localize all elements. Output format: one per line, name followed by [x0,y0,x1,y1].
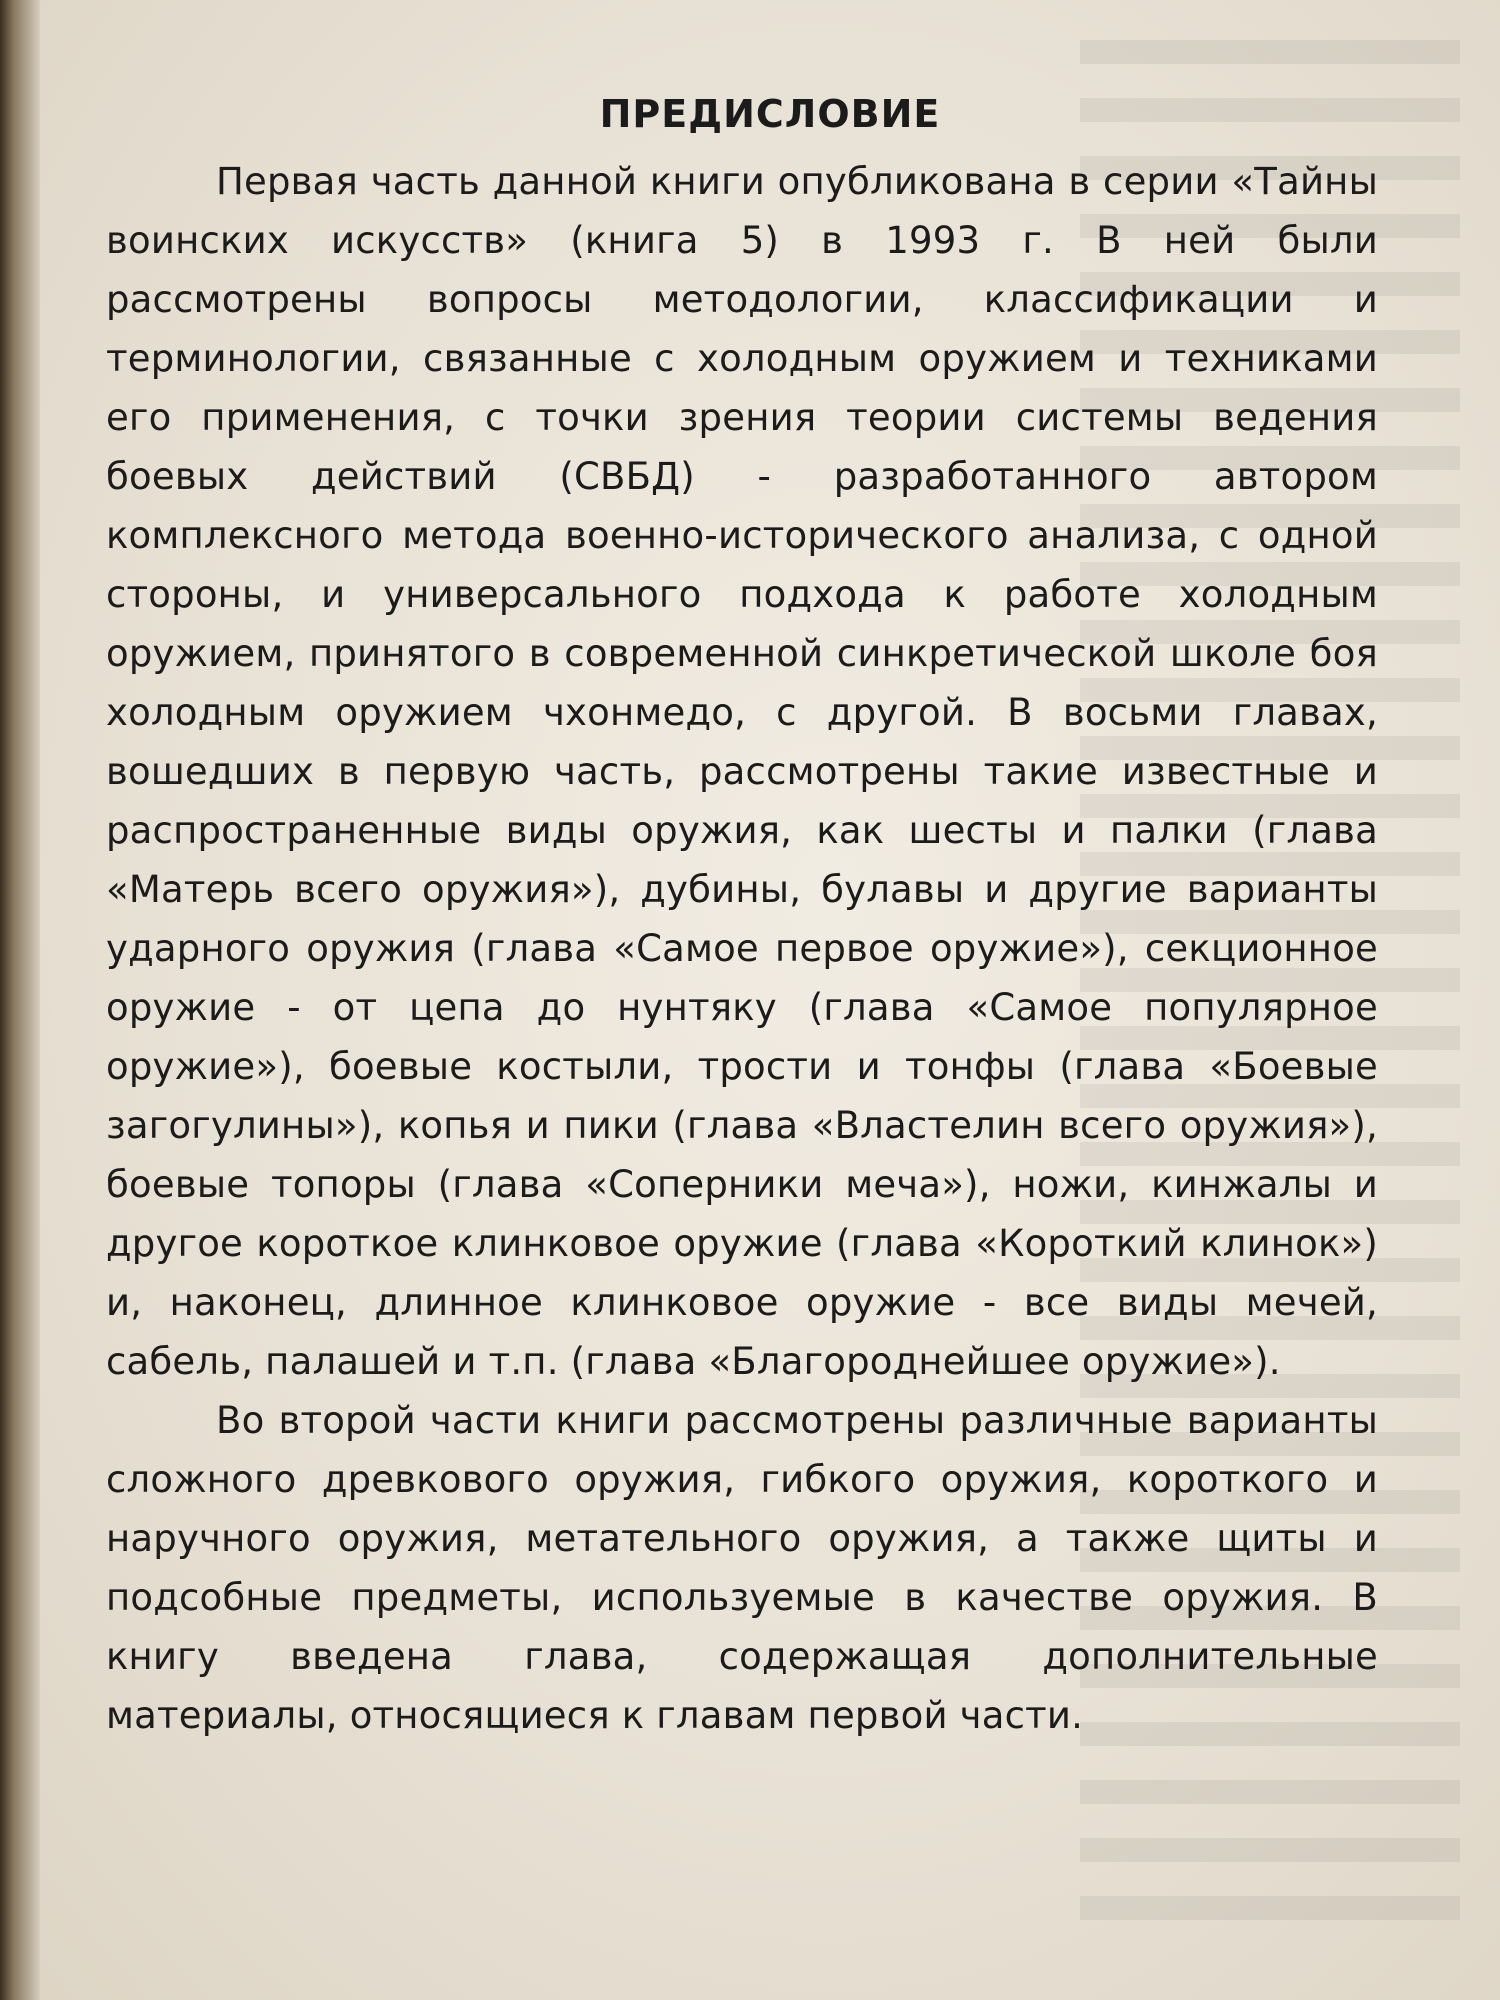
book-spine-shadow [0,0,40,2000]
paragraph-2: Во второй части книги рассмотрены различные варианты сложного древкового оружия, гибкого оружия, короткого и наручного оружия, метательного оружия, а также щиты и подсобные предметы, используемые в качестве оружия. В книгу введена глава, содержащая дополнительные материалы, относящиеся к главам первой части. [106,1399,1378,1737]
page-heading: ПРЕДИСЛОВИЕ [599,92,941,136]
page-content [106,82,1378,1745]
paragraph-1: Первая часть данной книги опубликована в серии «Тайны воинских искусств» (книга 5) в 1993 г. В ней были рассмотрены вопросы методологии, классификации и терминологии, связанные с холодным оружием и техниками его применения, с точки зрения теории системы ведения боевых действий (СВБД) - разработанного автором комплексного метода военно-исторического анализа, с одной стороны, и универсального подхода к работе холодным оружием, принятого в современной синкретической школе боя холодным оружием чхонмедо, с другой. В восьми главах, вошедших в первую часть, рассмотрены такие известные и распространенные виды оружия, как шесты и палки (глава «Матерь всего оружия»), дубины, булавы и другие варианты ударного оружия (глава «Самое первое оружие»), секционное оружие - от цепа до нунтяку (глава «Самое популярное оружие»), боевые костыли, трости и тонфы (глава «Боевые загогулины»), копья и пики (глава «Властелин всего оружия»), боевые топоры (глава «Соперники меча»), ножи, кинжалы и другое короткое клинковое оружие (глава «Короткий клинок») и, наконец, длинное клинковое оружие - все виды мечей, сабель, палашей и т.п. (глава «Благороднейшее оружие»). [106,160,1378,1383]
